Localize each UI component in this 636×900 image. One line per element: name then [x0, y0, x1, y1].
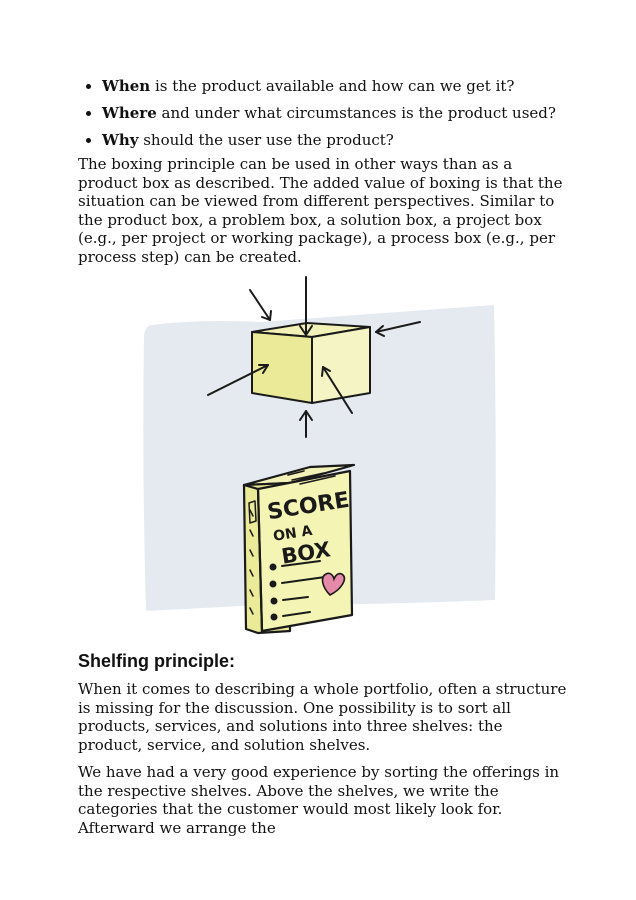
section-heading: Shelfing principle:	[78, 651, 236, 671]
box-line-2: ON A	[272, 522, 314, 545]
shelves-paragraph: We have had a very good experience by sorting the offerings in the respective shelves. Above the shelves, we write the categories that the customer would most likely look for. Afterward we arrange the	[78, 763, 560, 837]
bullet-list	[102, 76, 562, 157]
portfolio-paragraph: When it comes to describing a whole portfolio, often a structure is missing for the discussion. One possibility is to sort all products, services, and solutions into three shelves: the product, service, and solution shelves.	[78, 680, 567, 754]
list-item	[102, 130, 562, 150]
box-illustration-svg	[140, 275, 500, 637]
bullet-term: Where	[102, 104, 157, 122]
bullet-text: is the product available and how can we get it?	[150, 77, 515, 95]
box-line-3: BOX	[279, 537, 333, 569]
bullet-text: and under what circumstances is the product used?	[156, 104, 556, 122]
bullet-term: When	[102, 77, 151, 95]
list-item	[102, 76, 562, 96]
cube-icon	[252, 323, 370, 403]
boxing-paragraph: The boxing principle can be used in other ways than as a product box as described. The added value of boxing is that the situation can be viewed from different perspectives. Similar to the product box, a problem box, a solution box, a project box (e.g., per project or working package), a process box (e.g., per process step) can be created.	[78, 155, 563, 266]
list-item	[102, 103, 562, 123]
bullet-text: should the user use the product?	[138, 131, 394, 149]
box-line-1: SCORE	[265, 487, 352, 526]
bullet-term: Why	[102, 131, 139, 149]
box-illustration	[140, 275, 500, 637]
